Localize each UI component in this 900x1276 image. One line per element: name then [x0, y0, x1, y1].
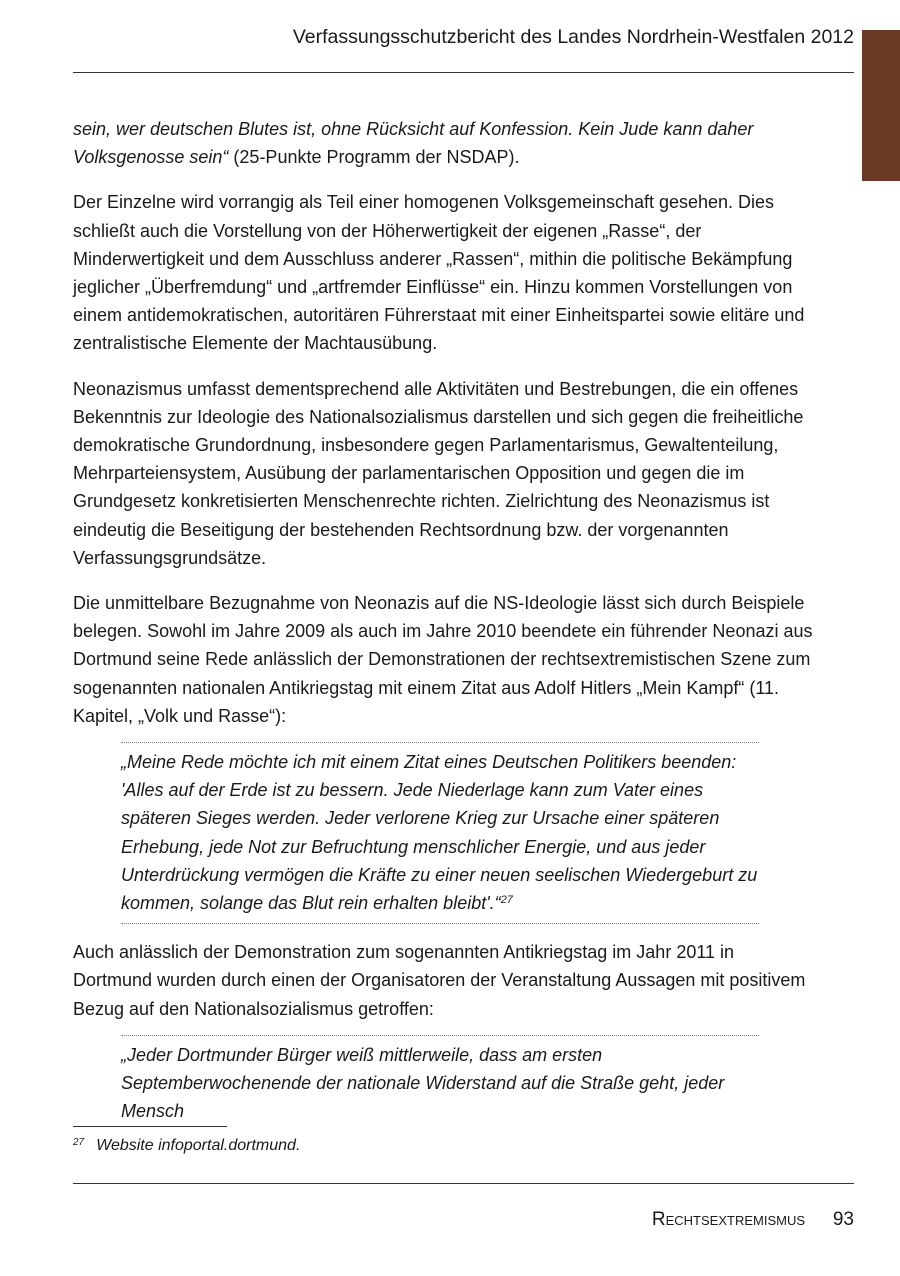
paragraph-5: Auch anlässlich der Demonstration zum sogenannten Antikriegstag im Jahr 2011 in Dortmund wurden durch einen der Organisatoren der Veranstaltung Aussagen mit positivem Bezug auf den Nationalsozialismus getroffen:	[73, 942, 806, 1019]
paragraph-3: Neonazismus umfasst dementsprechend alle Aktivitäten und Bestrebungen, die ein offenes Bekenntnis zur Ideologie des Nationalsozialismus darstellen und sich gegen die freiheitliche demokratische Grundordnung, insbesondere gegen Parlamentarismus, Gewaltenteilung, Mehrparteiensystem, Ausübung der parlamentarischen Opposition und gegen die im Grundgesetz konkretisierten Menschenrechte richten. Zielrichtung des Neonazismus ist eindeutig die Beseitigung der bestehenden Rechtsordnung bzw. der vorgenannten Verfassungsgrundsätze.	[73, 378, 804, 568]
blockquote-2	[121, 1035, 759, 1132]
page-header-title: Verfassungsschutzbericht des Landes Nordrhein-Westfalen 2012	[292, 26, 854, 48]
chapter-marker-tab	[862, 30, 900, 181]
paragraph-2: Der Einzelne wird vorrangig als Teil einer homogenen Volksgemeinschaft gesehen. Dies schließt auch die Vorstellung von der Höherwertigkeit der eigenen „Rasse“, der Minderwertigkeit und dem Ausschluss anderer „Rassen“, mithin die politische Bekämpfung jeglicher „Überfremdung“ und „artfremder Einflüsse“ ein. Hinzu kommen Vorstellungen von einem antidemokratischen, autoritären Führerstaat mit einer Einheitspartei sowie elitäre und zentralistische Elemente der Machtausübung.	[73, 192, 805, 354]
blockquote-1-text: „Meine Rede möchte ich mit einem Zitat eines Deutschen Politikers beenden: 'Alles auf der Erde ist zu bessern. Jede Niederlage kann zum Vater eines späteren Sieges werden. Jeder verlorene Krieg zur Ursache einer späteren Erhebung, jede Not zur Befruchtung menschlicher Energie, und aus jeder Unterdrückung vermögen die Kräfte zu einer neuen seelischen Wiedergeburt zu kommen, solange das Blut rein erhalten bleibt'.“	[121, 752, 758, 914]
paragraph-4: Die unmittelbare Bezugnahme von Neonazis auf die NS-Ideologie lässt sich durch Beispiele belegen. Sowohl im Jahre 2009 als auch im Jahre 2010 beendete ein führender Neonazi aus Dortmund seine Rede anlässlich der Demonstrationen der rechtsextremistischen Szene zum sogenannten nationalen Antikriegstag mit einem Zitat aus Adolf Hitlers „Mein Kampf“ (11. Kapitel, „Volk und Rasse“):	[73, 593, 813, 726]
footnote-number: 27	[73, 1137, 85, 1148]
blockquote-1	[121, 742, 759, 924]
page-number: 93	[832, 1209, 854, 1230]
main-text	[73, 115, 813, 1146]
footer-section-title: Rechtsextremismus	[651, 1209, 805, 1230]
footnote-text: Website infoportal.dortmund.	[96, 1137, 301, 1154]
footnote-reference[interactable]: 27	[500, 894, 513, 907]
paragraph-1-source: (25-Punkte Programm der NSDAP).	[228, 147, 520, 168]
paragraph-1	[73, 115, 813, 171]
footnote-divider	[73, 1126, 227, 1127]
footnote	[73, 1137, 300, 1155]
header-divider	[73, 72, 854, 73]
blockquote-2-text: „Jeder Dortmunder Bürger weiß mittlerweile, dass am ersten Septemberwochenende der nationale Widerstand auf die Straße geht, jeder Mensch	[121, 1044, 725, 1122]
footer-divider	[73, 1183, 854, 1184]
paragraph-1-quote: sein, wer deutschen Blutes ist, ohne Rücksicht auf Konfession. Kein Jude kann daher Volksgenosse sein“	[73, 119, 754, 168]
